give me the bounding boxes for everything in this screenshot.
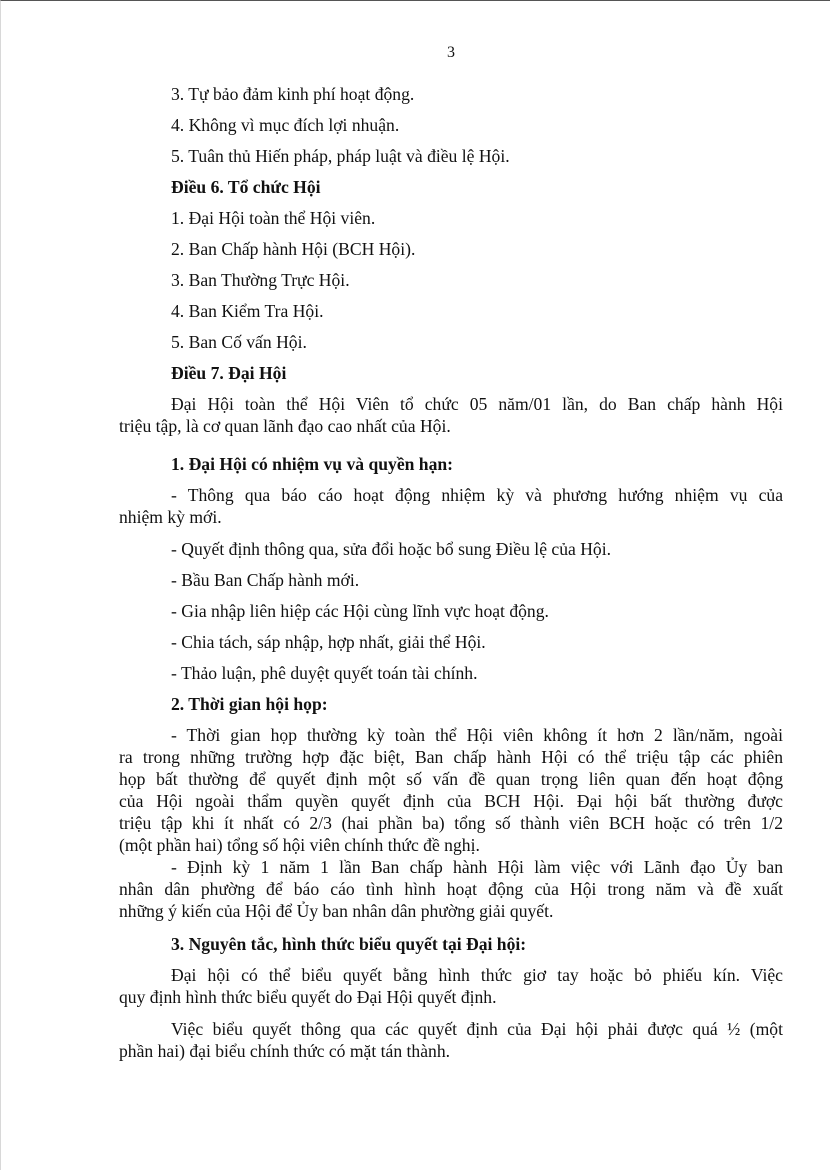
paragraph-line: nhiệm kỳ mới. xyxy=(119,507,222,527)
section-1-first-item xyxy=(119,484,783,528)
paragraph-line: - Thời gian họp thường kỳ toàn thể Hội viên không ít hơn 2 lần/năm, ngoài xyxy=(171,725,783,745)
page-number: 3 xyxy=(447,44,455,61)
paragraph-line: quy định hình thức biểu quyết do Đại Hội quyết định. xyxy=(119,987,497,1007)
paragraph-line: - Thông qua báo cáo hoạt động nhiệm kỳ và phương hướng nhiệm vụ của xyxy=(171,485,783,505)
paragraph-line: triệu tập, là cơ quan lãnh đạo cao nhất của Hội. xyxy=(119,416,451,436)
list-item: - Gia nhập liên hiệp các Hội cùng lĩnh vực hoạt động. xyxy=(171,601,549,621)
list-item: 5. Ban Cố vấn Hội. xyxy=(171,332,307,352)
paragraph-line: phần hai) đại biểu chính thức có mặt tán thành. xyxy=(119,1041,451,1061)
list-item: - Quyết định thông qua, sửa đổi hoặc bổ sung Điều lệ của Hội. xyxy=(171,539,612,559)
paragraph-line: nhân dân phường để báo cáo tình hình hoạt động của Hội trong năm và đề xuất xyxy=(119,879,783,899)
section-3-paragraph-2 xyxy=(119,1018,783,1062)
list-item: 3. Tự bảo đảm kinh phí hoạt động. xyxy=(171,84,415,104)
paragraph-line: ra trong những trường hợp đặc biệt, Ban chấp hành Hội có thể triệu tập các phiên xyxy=(119,747,783,767)
article-7-intro xyxy=(119,393,783,437)
article-6-heading: Điều 6. Tổ chức Hội xyxy=(171,177,321,197)
section-2-paragraph-2 xyxy=(119,856,783,922)
paragraph-line: những ý kiến của Hội để Ủy ban nhân dân phường giải quyết. xyxy=(119,901,554,921)
list-item: - Chia tách, sáp nhập, hợp nhất, giải thể Hội. xyxy=(171,632,486,652)
paragraph-line: triệu tập khi ít nhất có 2/3 (hai phần ba) tổng số thành viên BCH hoặc có trên 1/2 xyxy=(119,813,783,833)
paragraph-line: (một phần hai) tổng số hội viên chính thức đề nghị. xyxy=(119,835,480,855)
section-2-heading: 2. Thời gian hội họp: xyxy=(171,694,328,714)
paragraph-line: Đại Hội toàn thể Hội Viên tổ chức 05 năm/01 lần, do Ban chấp hành Hội xyxy=(171,394,783,414)
list-item: 3. Ban Thường Trực Hội. xyxy=(171,270,350,290)
paragraph-line: Đại hội có thể biểu quyết bằng hình thức giơ tay hoặc bỏ phiếu kín. Việc xyxy=(171,965,783,985)
section-1-heading: 1. Đại Hội có nhiệm vụ và quyền hạn: xyxy=(171,454,454,474)
list-item: 1. Đại Hội toàn thể Hội viên. xyxy=(171,208,376,228)
section-2-paragraph-1 xyxy=(119,724,783,856)
list-item: - Bầu Ban Chấp hành mới. xyxy=(171,570,360,590)
paragraph-line: - Định kỳ 1 năm 1 lần Ban chấp hành Hội làm việc với Lãnh đạo Ủy ban xyxy=(171,857,783,877)
article-7-heading: Điều 7. Đại Hội xyxy=(171,363,287,383)
list-item: 2. Ban Chấp hành Hội (BCH Hội). xyxy=(171,239,416,259)
list-item: - Thảo luận, phê duyệt quyết toán tài chính. xyxy=(171,663,478,683)
section-3-paragraph-1 xyxy=(119,964,783,1008)
section-3-heading: 3. Nguyên tắc, hình thức biểu quyết tại Đại hội: xyxy=(171,934,527,954)
paragraph-line: họp bất thường để quyết định một số vấn đề quan trọng liên quan đến hoạt động xyxy=(119,769,783,789)
list-item: 5. Tuân thủ Hiến pháp, pháp luật và điều lệ Hội. xyxy=(171,146,510,166)
paragraph-line: Việc biểu quyết thông qua các quyết định của Đại hội phải được quá ½ (một xyxy=(171,1019,783,1039)
list-item: 4. Ban Kiểm Tra Hội. xyxy=(171,301,324,321)
paragraph-line: của Hội ngoài thẩm quyền quyết định của BCH Hội. Đại hội bất thường được xyxy=(119,791,783,811)
list-item: 4. Không vì mục đích lợi nhuận. xyxy=(171,115,400,135)
